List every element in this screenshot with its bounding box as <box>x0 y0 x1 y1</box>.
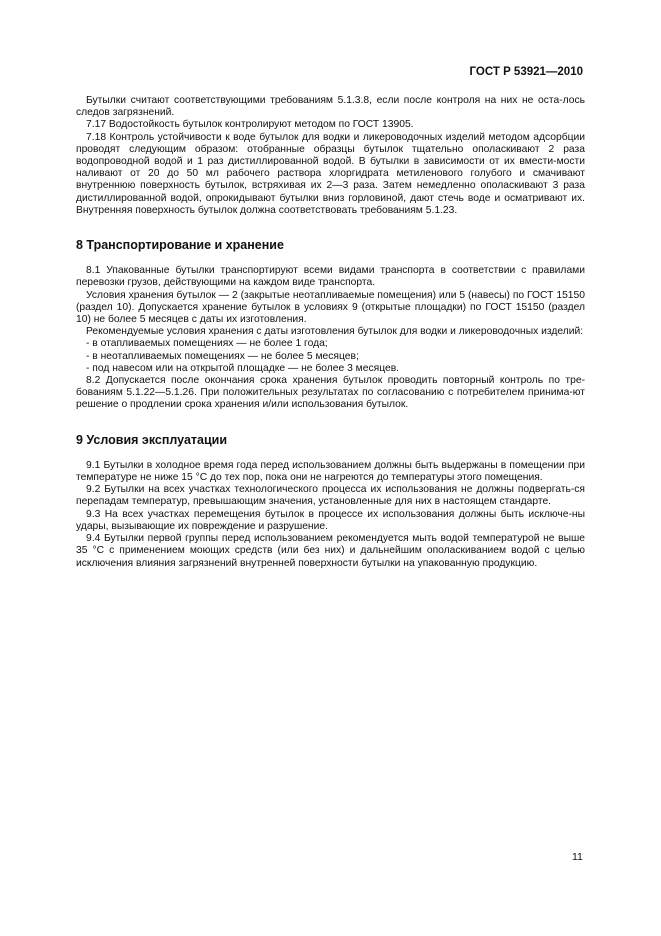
paragraph-storage-conditions: Условия хранения бутылок — 2 (закрытые неотапливаемые помещения) или 5 (навесы) по ГОСТ 15150 (раздел 10). Допускается хранение бутылок в условиях 9 (открытые площадки) по ГОСТ 15150 (раздел 10) не более 5 месяцев с даты их изготовления. <box>76 289 585 326</box>
storage-list <box>76 338 585 375</box>
paragraph-9-2: 9.2 Бутылки на всех участках технологического процесса их использования не должны подвергать-ся перепадам температур, превышающим значения, установленные для них в настоящем стандарте. <box>76 484 585 508</box>
section-9-title: 9 Условия эксплуатации <box>76 432 228 447</box>
page-content <box>76 95 585 570</box>
paragraph-8-2: 8.2 Допускается после окончания срока хранения бутылок проводить повторный контроль по тре-бованиям 5.1.22—5.1.26. При положительных результатах по согласованию с потребителем принима-ют решение о продлении срока хранения и/или использования бутылок. <box>76 375 585 411</box>
paragraph-8-1: 8.1 Упакованные бутылки транспортируют всеми видами транспорта в соответствии с правилами перевозки грузов, действующими на каждом виде транспорта. <box>76 265 585 289</box>
list-item: - в неотапливаемых помещениях — не более 5 месяцев; <box>86 350 359 362</box>
paragraph-9-3: 9.3 На всех участках перемещения бутылок в процессе их использования должны быть исключе-ны удары, вызывающие их повреждение и разрушение. <box>76 508 585 532</box>
paragraph-7-18: 7.18 Контроль устойчивости к воде бутылок для водки и ликероводочных изделий методом адсорбции проводят следующим образом: отобранные образцы бутылок тщательно ополаскивают 2 раза водопроводной водой и 1 раз дистиллированной водой. В бутылки в зависимости от их вмести-мости наливают от 20 до 50 мл рабочего раствора хлоргидрата метиленового голубого и смачивают внутреннюю поверхность бутылок, встряхивая их 2—3 раза. Затем немедленно ополаскивают 3 раза дистиллированной водой, опрокидывают бутылки вниз горловиной, дают стечь воде и осматривают их. Внутренняя поверхность бутылок должна соответствовать требованиям 5.1.23. <box>76 131 585 216</box>
paragraph-7-17: 7.17 Водостойкость бутылок контролируют методом по ГОСТ 13905. <box>86 119 414 131</box>
paragraph-bottles-clean: Бутылки считают соответствующими требованиям 5.1.3.8, если после контроля на них не оста-лось следов загрязнений. <box>76 95 585 119</box>
page-number: 11 <box>572 851 583 863</box>
paragraph-9-1: 9.1 Бутылки в холодное время года перед использованием должны быть выдержаны в помещении при температуре не ниже 15 °С до тех пор, пока они не нагреются до температуры этого помещения. <box>76 459 585 484</box>
paragraph-recommended-conditions: Рекомендуемые условия хранения с даты изготовления бутылок для водки и ликероводочных изделий: <box>86 326 584 338</box>
paragraph-9-4: 9.4 Бутылки первой группы перед использованием рекомендуется мыть водой температурой не выше 35 °С с применением моющих средств (или без них) и дальнейшим ополаскиванием водой с целью исключения влияния загрязнений внутренней поверхности бутылки на упакованную продукцию. <box>76 533 585 569</box>
section-8-title: 8 Транспортирование и хранение <box>76 238 284 253</box>
list-item: - в отапливаемых помещениях — не более 1 года; <box>86 338 328 350</box>
list-item: - под навесом или на открытой площадке — не более 3 месяцев. <box>86 362 400 374</box>
standard-code: ГОСТ Р 53921—2010 <box>469 66 583 78</box>
